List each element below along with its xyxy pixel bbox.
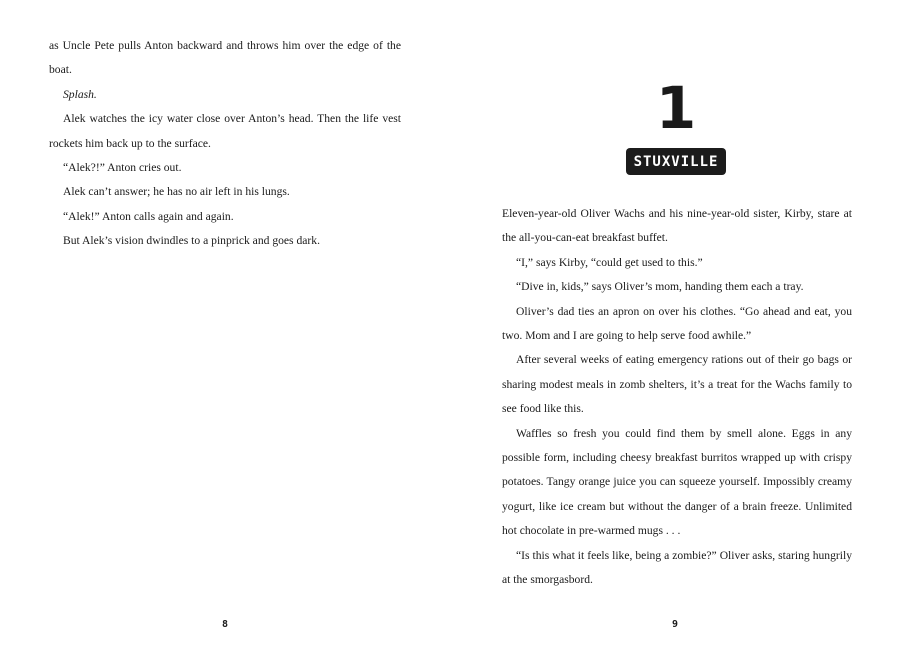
paragraph: Waffles so fresh you could find them by smell alone. Eggs in any possible form, including cheesy breakfast burritos wrapped up with crispy potatoes. Tangy orange juice you can squeeze yourself. Impossibly creamy yogurt, like ice cream but without the danger of a brain freeze. Unlimited hot chocolate in pre-warmed mugs . . .	[502, 426, 852, 538]
page-number: 9	[672, 619, 679, 630]
paragraph: Eleven-year-old Oliver Wachs and his nine-year-old sister, Kirby, stare at the all-you-can-eat breakfast buffet.	[502, 207, 852, 245]
right-page	[450, 0, 900, 654]
right-page-text	[502, 202, 852, 593]
paragraph: “I,” says Kirby, “could get used to this.”	[516, 255, 703, 269]
paragraph: as Uncle Pete pulls Anton backward and throws him over the edge of the boat.	[49, 39, 401, 77]
page-number: 8	[222, 619, 229, 630]
paragraph: After several weeks of eating emergency rations out of their go bags or sharing modest meals in zomb shelters, it’s a treat for the Wachs family to see food like this.	[502, 353, 852, 416]
paragraph: Alek watches the icy water close over Anton’s head. Then the life vest rockets him back up to the surface.	[49, 112, 401, 150]
paragraph: “Is this what it feels like, being a zombie?” Oliver asks, staring hungrily at the smorgasbord.	[502, 548, 852, 587]
paragraph: “Dive in, kids,” says Oliver’s mom, handing them each a tray.	[516, 280, 804, 294]
chapter-title: STUXVILLE	[626, 148, 726, 175]
paragraph: “Alek!” Anton calls again and again.	[63, 209, 234, 223]
left-page-text	[49, 34, 401, 254]
paragraph: Alek can’t answer; he has no air left in his lungs.	[63, 185, 290, 199]
paragraph: Splash.	[63, 87, 97, 101]
paragraph: Oliver’s dad ties an apron on over his clothes. “Go ahead and eat, you two. Mom and I are going to help serve food awhile.”	[502, 304, 852, 343]
chapter-number: 1	[655, 74, 695, 142]
paragraph: “Alek?!” Anton cries out.	[63, 161, 182, 175]
paragraph: But Alek’s vision dwindles to a pinprick and goes dark.	[63, 234, 320, 248]
